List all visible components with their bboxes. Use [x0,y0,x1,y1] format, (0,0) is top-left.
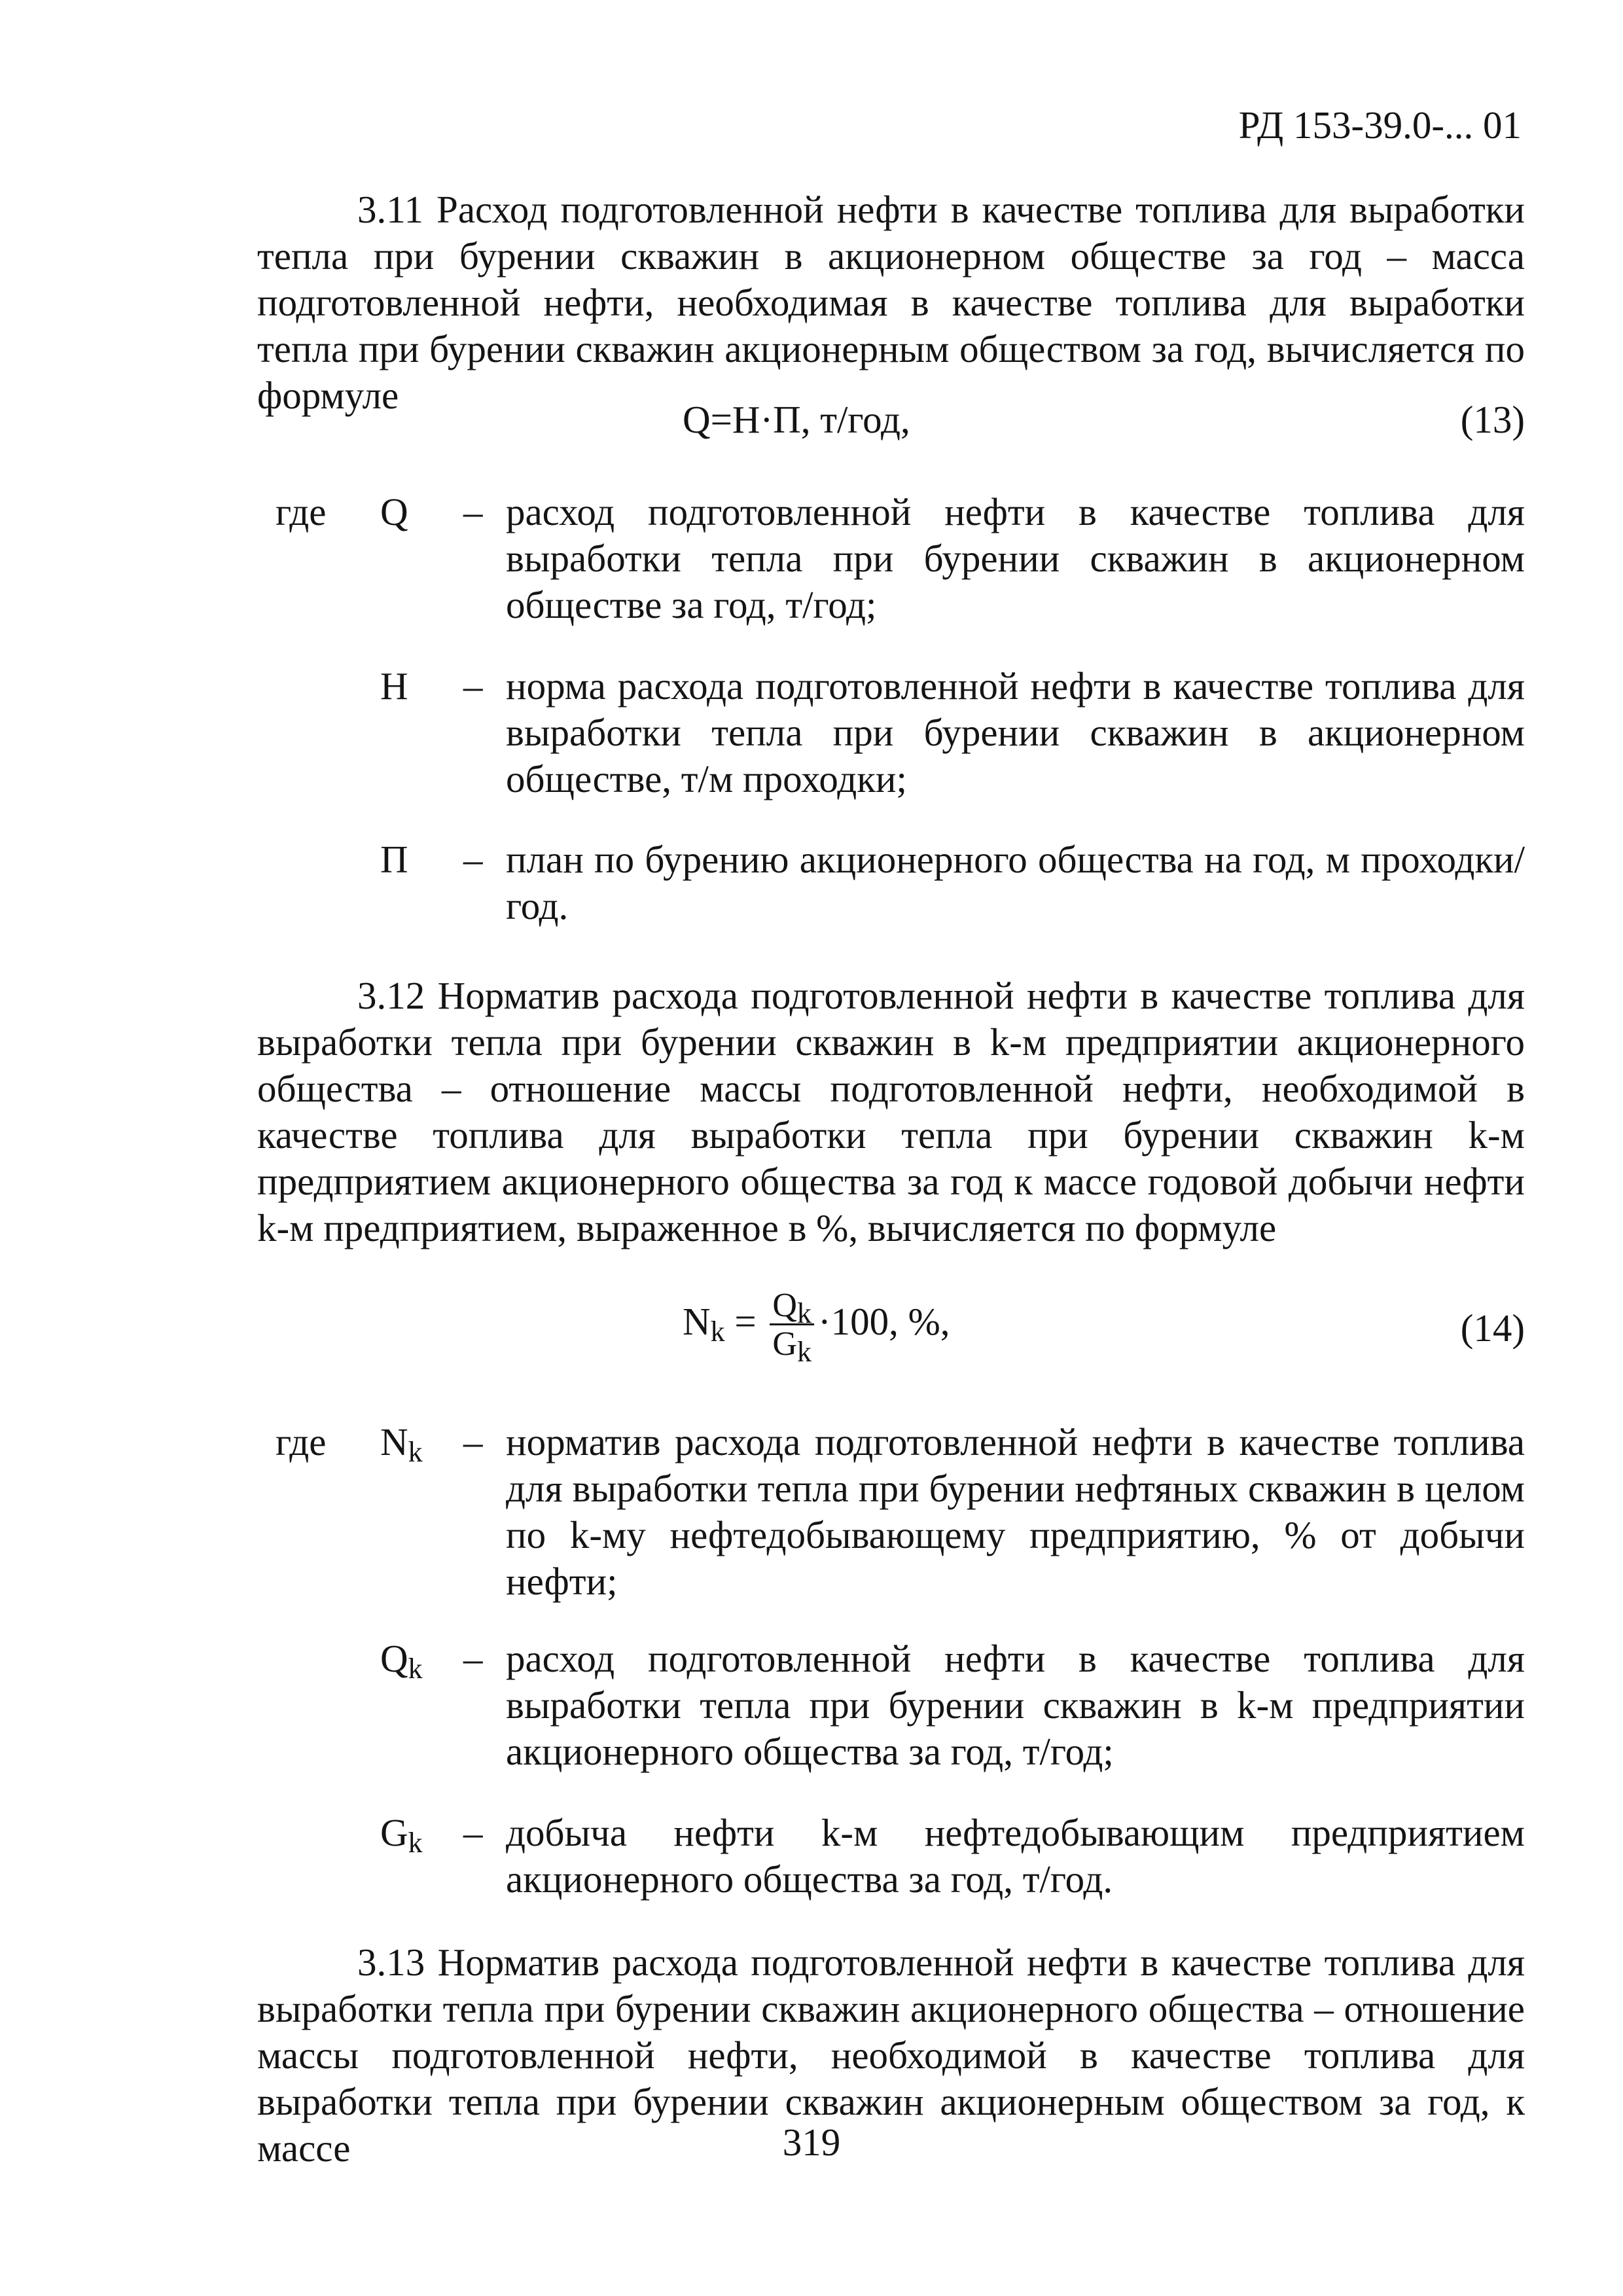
paragraph-3-12-text: 3.12 Норматив расхода подготовленной нефти в качестве топлива для выработки тепла при бурении скважин в k-м предприятии акционерного общества – отношение массы подготовленной нефти, необходимой в качестве топлива для выработки тепла при бурении скважин k-м предприятием акционерного общества за год к массе годовой добычи нефти k-м предприятием, выраженное в %, вычисляется по формуле [257,974,1525,1249]
paragraph-3-11-text: 3.11 Расход подготовленной нефти в качестве топлива для выработки тепла при бурении скважин в акционерном обществе за год – масса подготовленной нефти, необходимая в качестве топлива для выработки тепла при бурении скважин акционерным обществом за год, вычисляется по формуле [257,188,1525,417]
definition-p [257,836,1525,935]
definition-symbol: П [380,838,408,881]
where-label: где [276,1420,327,1463]
paragraph-3-13-text: 3.13 Норматив расхода подготовленной нефти в качестве топлива для выработки тепла при бурении скважин акционерного общества – отношение массы подготовленной нефти, необходимой в качестве топлива для выработки тепла при бурении скважин акционерным обществом за год, к массе [257,1941,1525,2170]
definition-text: расход подготовленной нефти в качестве топлива для выработки тепла при бурении скважин в акционерном обществе за год, т/год; [506,490,1525,626]
definition-symbol: $G_k$ [380,1811,423,1859]
fraction-numerator: $Q_k$ [770,1288,814,1325]
paragraph-3-11 [257,187,1525,419]
definition-dash: – [463,1420,483,1463]
definition-n [257,663,1525,807]
definition-text: добыча нефти k-м нефтедобывающим предприятием акционерного общества за год, т/год. [506,1811,1525,1901]
definition-text: норма расхода подготовленной нефти в качестве топлива для выработки тепла при бурении скважин в акционерном обществе, т/м проходки; [506,664,1525,800]
definition-gk [257,1810,1525,1908]
definition-dash: – [463,490,483,533]
document-code: РД 153-39.0-... 01 [1238,103,1522,147]
definition-q [257,489,1525,633]
definition-dash: – [463,1637,483,1680]
where-label: где [276,490,327,533]
formula-13-row [257,397,1525,449]
definition-text: норматив расхода подготовленной нефти в качестве топлива для выработки тепла при бурении нефтяных скважин в целом по k-му нефтедобывающему предприятию, % от добычи нефти; [506,1420,1525,1603]
definition-nk [257,1419,1525,1609]
definition-symbol: Q [380,490,408,533]
equation-number-14: (14) [1460,1306,1525,1350]
definition-text: план по бурению акционерного общества на год, м проходки/год. [506,838,1525,927]
definition-dash: – [463,838,483,881]
definition-text: расход подготовленной нефти в качестве топлива для выработки тепла при бурении скважин в k-м предприятии акционерного общества за год, т/год; [506,1637,1525,1773]
formula-13: Q=Н·П, т/год, [683,398,910,441]
fraction-denominator: $G_k$ [772,1325,812,1368]
equation-number-13: (13) [1460,398,1525,441]
definition-qk [257,1636,1525,1780]
page-number: 319 [782,2121,841,2164]
definition-dash: – [463,664,483,708]
fraction [770,1287,814,1368]
paragraph-3-12 [257,973,1525,1251]
definition-symbol: $N_k$ [380,1420,423,1468]
definition-symbol: $Q_k$ [380,1637,423,1685]
formula-14: $N_k$ = $\frac{Q_k}{G_k}$ ·100, %, [683,1287,950,1368]
definition-dash: – [463,1811,483,1854]
formula-14-row [257,1288,1525,1367]
definition-symbol: Н [380,664,408,708]
